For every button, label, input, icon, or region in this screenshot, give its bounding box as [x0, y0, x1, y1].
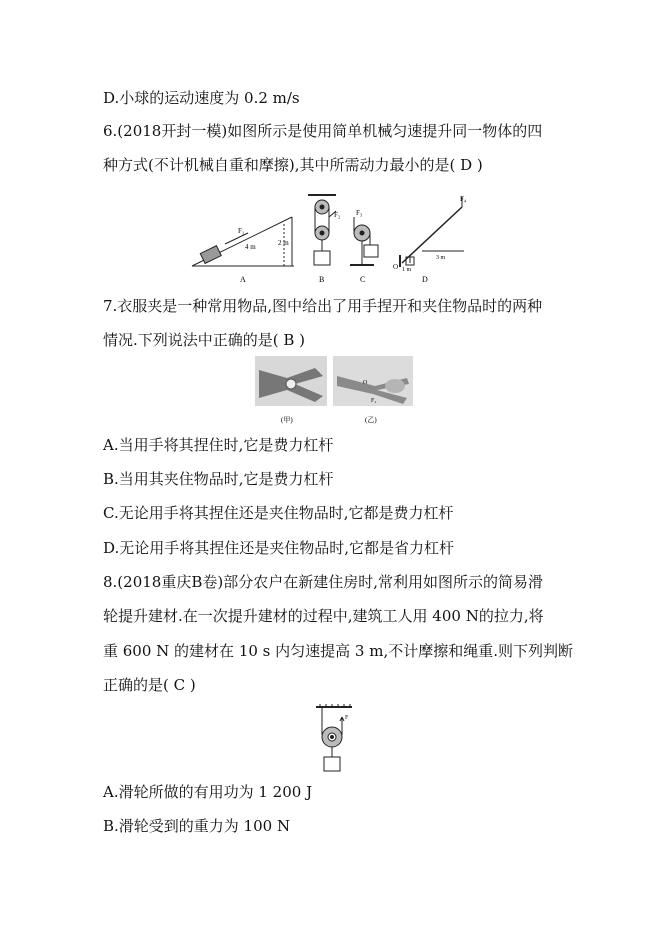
q6-stem-line2: 种方式(不计机械自重和摩擦),其中所需动力最小的是( D ) — [103, 156, 483, 174]
fig6-dim-2m: 2 m — [278, 239, 289, 247]
q8-stem-line2: 轮提升建材.在一次提升建材的过程中,建筑工人用 400 N的拉力,将 — [103, 607, 544, 625]
fig6-pivot-o: O — [393, 263, 399, 271]
q8-stem-line3: 重 600 N 的建材在 10 s 内匀速提高 3 m,不计摩擦和绳重.则下列判断 — [103, 642, 573, 660]
q7-option-b: B.当用其夹住物品时,它是费力杠杆 — [103, 470, 334, 488]
q7-stem-line1: 7.衣服夹是一种常用物品,图中给出了用手捏开和夹住物品时的两种 — [103, 297, 543, 315]
fig7-label-yi: (乙) — [365, 416, 377, 424]
q5-option-d: D.小球的运动速度为 0.2 m/s — [103, 89, 300, 107]
fig8-force-f: F — [345, 715, 349, 721]
fig6-force-f3: F₃ — [356, 209, 363, 217]
q7-option-c: C.无论用手将其捏住还是夹住物品时,它都是费力杠杆 — [103, 504, 454, 522]
fig6-dim-1m: 1 m — [402, 267, 412, 273]
fig6-label-d: D — [422, 275, 428, 284]
q8-stem-line1: 8.(2018重庆B卷)部分农户在新建住房时,常利用如图所示的简易滑 — [103, 573, 543, 591]
fig7-label-jia: (甲) — [281, 416, 293, 424]
fig6-pulley-c — [350, 217, 378, 265]
q6-figure — [190, 187, 490, 287]
fig7-force-f1: F₁ — [371, 398, 377, 404]
fig6-pulley-b — [308, 195, 336, 265]
fig6-force-f4: F₄ — [460, 195, 467, 203]
q8-stem-line4: 正确的是( C ) — [103, 676, 196, 694]
fig6-label-a: A — [240, 275, 246, 284]
fig6-lever-d — [400, 197, 464, 267]
fig6-label-c: C — [360, 275, 366, 284]
q8-option-a: A.滑轮所做的有用功为 1 200 J — [103, 783, 313, 801]
q6-stem-line1: 6.(2018开封一模)如图所示是使用简单机械匀速提升同一物体的四 — [103, 122, 543, 140]
fig6-force-f1: F₁ — [238, 227, 245, 235]
fig6-dim-4m: 4 m — [245, 243, 256, 251]
fig6-dim-3m: 3 m — [436, 255, 446, 261]
fig6-label-b: B — [319, 275, 325, 284]
q8-option-b: B.滑轮受到的重力为 100 N — [103, 817, 291, 835]
q7-option-a: A.当用手将其捏住时,它是费力杠杆 — [103, 436, 334, 454]
q7-option-d: D.无论用手将其捏住还是夹住物品时,它都是省力杠杆 — [103, 539, 455, 557]
fig6-force-f2: F₂ — [334, 211, 341, 219]
q7-figure — [255, 356, 415, 428]
q8-figure — [312, 703, 356, 775]
q7-stem-line2: 情况.下列说法中正确的是( B ) — [103, 331, 306, 349]
fig7-pivot-o: O — [363, 380, 368, 386]
